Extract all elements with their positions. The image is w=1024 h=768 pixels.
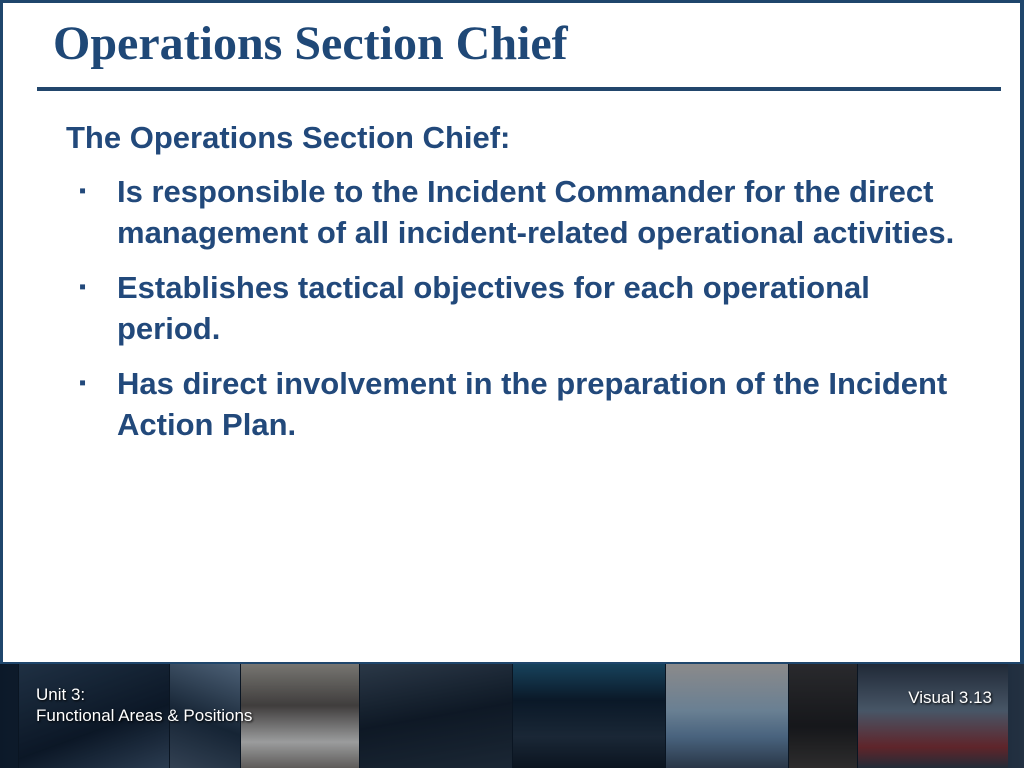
square-bullet-icon: ▪ (79, 180, 87, 202)
bullet-item (79, 267, 979, 349)
bullet-item (79, 171, 979, 253)
intro-text: The Operations Section Chief: (66, 120, 511, 155)
bullet-item (79, 363, 979, 445)
unit-number: Unit 3: (36, 685, 86, 704)
bullet-text: Has direct involvement in the preparation of the Incident Action Plan. (117, 366, 948, 442)
square-bullet-icon: ▪ (79, 372, 87, 394)
unit-label (36, 684, 252, 726)
bullet-text: Is responsible to the Incident Commander for the direct management of all incident-related operational activities. (117, 174, 955, 250)
title-underline (37, 87, 1001, 91)
visual-number: Visual 3.13 (908, 688, 992, 707)
square-bullet-icon: ▪ (79, 276, 87, 298)
unit-title: Functional Areas & Positions (36, 706, 253, 725)
slide-title: Operations Section Chief (53, 17, 568, 70)
slide-canvas (3, 3, 1020, 662)
bullet-text: Establishes tactical objectives for each operational period. (117, 270, 870, 346)
footer-banner (0, 664, 1024, 768)
bullet-list (79, 171, 979, 459)
